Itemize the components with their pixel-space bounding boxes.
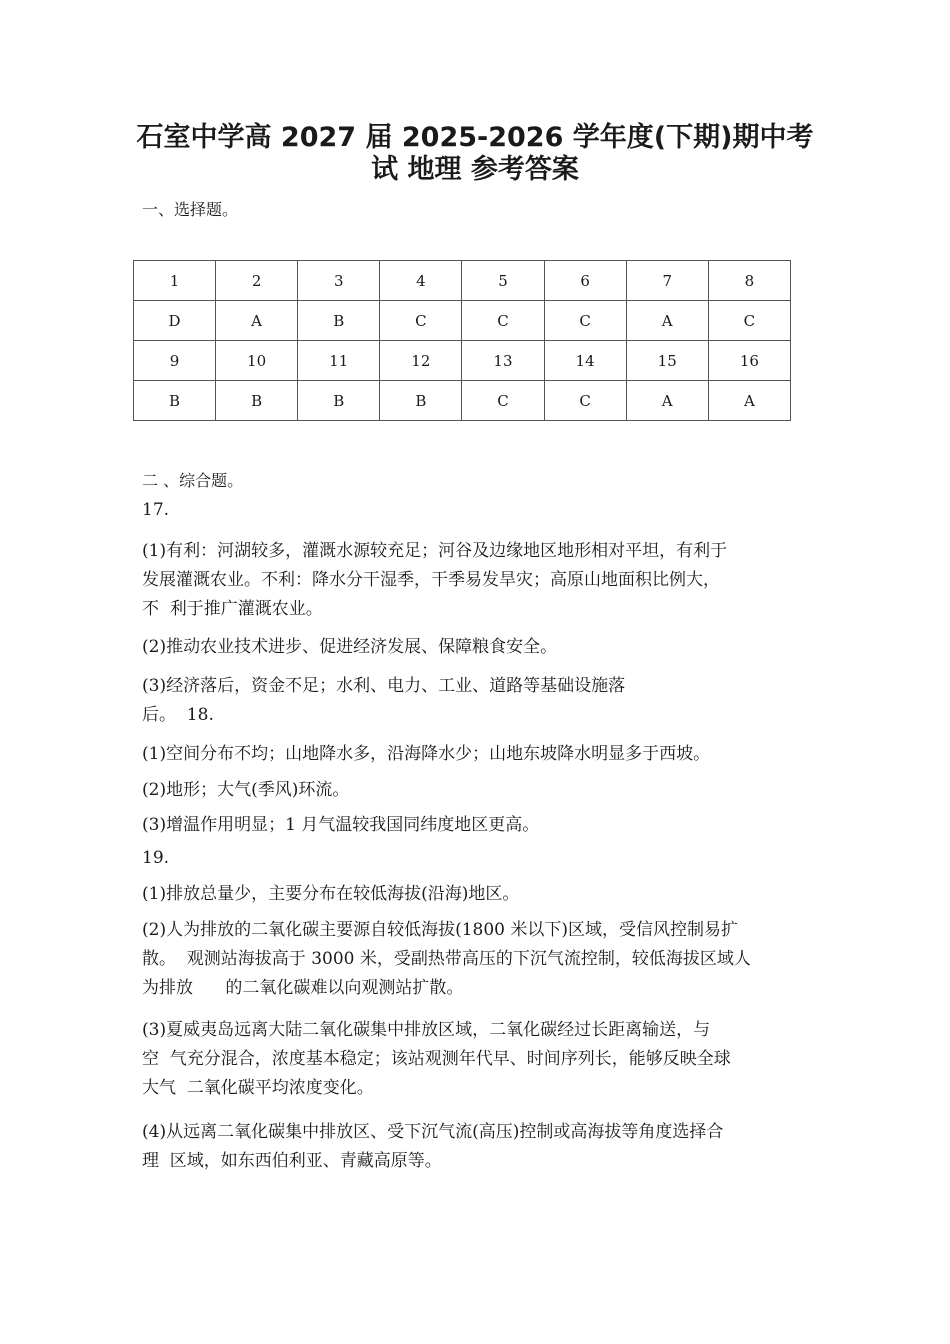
q19-part2 <box>142 916 812 1003</box>
question-number-cell: 3 <box>298 261 380 301</box>
question-number-cell: 1 <box>134 261 216 301</box>
answer-cell: B <box>216 381 298 421</box>
text-line: (2)推动农业技术进步、促进经济发展、保障粮食安全。 <box>142 637 558 657</box>
text-line: (1)排放总量少，主要分布在较低海拔(沿海)地区。 <box>142 884 520 904</box>
question-number-cell: 11 <box>298 341 380 381</box>
question-number-cell: 16 <box>708 341 790 381</box>
answer-cell: B <box>298 381 380 421</box>
question-number-cell: 2 <box>216 261 298 301</box>
text-line: (2)人为排放的二氧化碳主要源自较低海拔(1800 米以下)区域，受信风控制易扩 <box>142 920 739 940</box>
page-title <box>120 122 830 186</box>
q19-part4 <box>142 1118 812 1176</box>
text-line: (2)地形；大气(季风)环流。 <box>142 780 350 800</box>
answer-cell: B <box>380 381 462 421</box>
text-line: 发展灌溉农业。不利：降水分干湿季，干季易发旱灾；高原山地面积比例大， <box>142 570 720 590</box>
answer-cell: A <box>626 301 708 341</box>
text-line: 理 区域，如东西伯利亚、青藏高原等。 <box>142 1151 442 1171</box>
question-number-cell: 5 <box>462 261 544 301</box>
answer-cell: B <box>134 381 216 421</box>
text-line: (3)经济落后，资金不足；水利、电力、工业、道路等基础设施落 <box>142 676 626 696</box>
text-line: (1)有利：河湖较多，灌溉水源较充足；河谷及边缘地区地形相对平坦，有利于 <box>142 541 728 561</box>
text-line: 散。 观测站海拔高于 3000 米，受副热带高压的下沉气流控制，较低海拔区域人 <box>142 949 751 969</box>
q19-part1 <box>142 880 812 909</box>
question-number-cell: 9 <box>134 341 216 381</box>
q18-part2 <box>142 776 812 805</box>
section-heading-choice: 一、选择题。 <box>142 200 239 219</box>
question-number-cell: 14 <box>544 341 626 381</box>
answer-cell: C <box>380 301 462 341</box>
section-heading-comprehensive: 二 、综合题。 <box>142 471 244 490</box>
question-number-19: 19. <box>142 848 170 868</box>
answer-cell: A <box>216 301 298 341</box>
text-line: (3)夏威夷岛远离大陆二氧化碳集中排放区域，二氧化碳经过长距离输送，与 <box>142 1020 711 1040</box>
answer-cell: A <box>626 381 708 421</box>
question-number-cell: 8 <box>708 261 790 301</box>
answer-cell: C <box>462 381 544 421</box>
text-line: 后。 18. <box>142 705 214 725</box>
text-line: (4)从远离二氧化碳集中排放区、受下沉气流(高压)控制或高海拔等角度选择合 <box>142 1122 724 1142</box>
question-number-cell: 15 <box>626 341 708 381</box>
answer-cell: D <box>134 301 216 341</box>
question-number-cell: 6 <box>544 261 626 301</box>
question-number-cell: 12 <box>380 341 462 381</box>
answer-table-row <box>134 301 791 341</box>
question-number-cell: 10 <box>216 341 298 381</box>
question-number-cell: 4 <box>380 261 462 301</box>
text-line: (3)增温作用明显；1 月气温较我国同纬度地区更高。 <box>142 815 540 835</box>
answer-table-row <box>134 381 791 421</box>
answer-cell: C <box>544 301 626 341</box>
q18-part1 <box>142 740 812 769</box>
q19-part3 <box>142 1016 812 1103</box>
q17-part1 <box>142 537 812 624</box>
question-number-cell: 7 <box>626 261 708 301</box>
text-line: 不 利于推广灌溉农业。 <box>142 599 323 619</box>
text-line: 大气 二氧化碳平均浓度变化。 <box>142 1078 374 1098</box>
answer-cell: B <box>298 301 380 341</box>
answer-cell: A <box>708 381 790 421</box>
title-line-2: 试 地理 参考答案 <box>371 154 579 185</box>
question-number-cell: 13 <box>462 341 544 381</box>
question-number-17: 17. <box>142 500 170 520</box>
answer-table <box>133 260 791 421</box>
answer-cell: C <box>544 381 626 421</box>
text-line: 空 气充分混合，浓度基本稳定；该站观测年代早、时间序列长，能够反映全球 <box>142 1049 731 1069</box>
answer-table-row <box>134 341 791 381</box>
title-line-1: 石室中学高 2027 届 2025-2026 学年度(下期)期中考 <box>136 122 814 153</box>
text-line: (1)空间分布不均；山地降水多，沿海降水少；山地东坡降水明显多于西坡。 <box>142 744 711 764</box>
answer-table-row <box>134 261 791 301</box>
answer-cell: C <box>708 301 790 341</box>
q18-part3 <box>142 811 812 840</box>
q17-part3 <box>142 672 812 730</box>
q17-part2 <box>142 633 812 662</box>
text-line: 为排放 的二氧化碳难以向观测站扩散。 <box>142 978 464 998</box>
answer-cell: C <box>462 301 544 341</box>
